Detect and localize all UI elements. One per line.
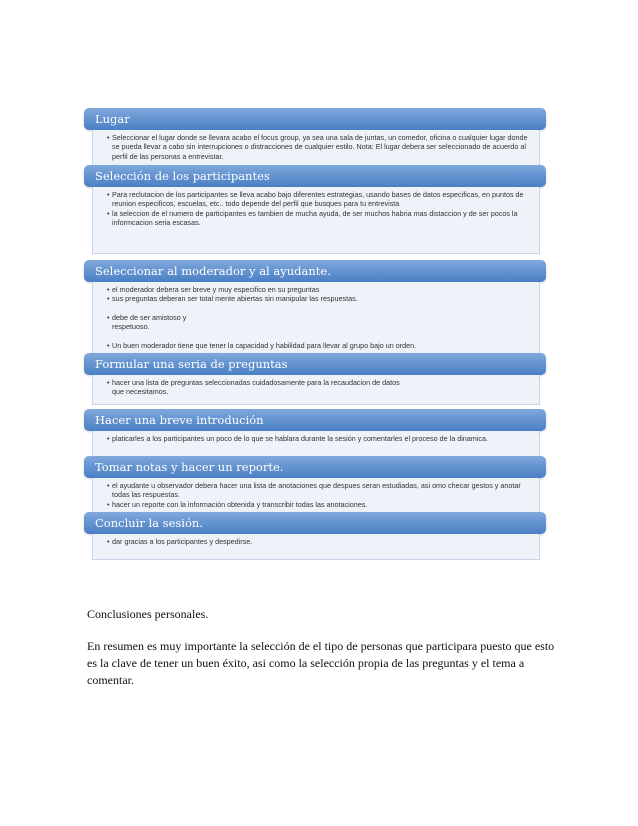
section-preguntas xyxy=(84,353,546,405)
section-body xyxy=(92,375,540,405)
section-body xyxy=(92,431,540,459)
list-item: • Para reclutacion de los participantes se lleva acabo bajo diferentes estrategias, usando bases de datos especificas, en puntos de reunion especificos, escuelas, etc.. todo depende del perfil que busques para tu entrevista xyxy=(107,190,533,209)
conclusions-text: En resumen es muy importante la selección de el tipo de personas que participara puesto que esto es la clave de tener un buen éxito, asi como la selección propia de las preguntas y el tema a comentar. xyxy=(87,639,555,687)
section-header: Hacer una breve introdución xyxy=(84,409,546,431)
spacer xyxy=(107,332,533,341)
list-item: • el ayudante u observador debera hacer una lista de anotaciones que despues seran estudiadas, asi omo checar gestos y anotar todas las respuestas. xyxy=(107,481,533,500)
section-participantes xyxy=(84,165,546,254)
section-header: Lugar xyxy=(84,108,546,130)
section-header: Seleccionar al moderador y al ayudante. xyxy=(84,260,546,282)
section-header: Tomar notas y hacer un reporte. xyxy=(84,456,546,478)
section-header: Selección de los participantes xyxy=(84,165,546,187)
section-notas xyxy=(84,456,546,515)
list-item: • sus preguntas deberan ser total mente abiertas sin manipular las respuestas. xyxy=(107,294,533,303)
section-body xyxy=(92,282,540,357)
conclusions-title: Conclusiones personales. xyxy=(87,607,209,621)
section-header: Formular una seria de preguntas xyxy=(84,353,546,375)
section-concluir xyxy=(84,512,546,560)
list-item: • hacer una lista de preguntas seleccionadas cuidadosamente para la recaudacion de datos que necesitamos. xyxy=(107,378,412,397)
process-diagram xyxy=(84,108,546,560)
section-body xyxy=(92,130,540,168)
conclusions xyxy=(87,606,557,689)
list-item: • el moderador debera ser breve y muy especifico en su preguntas xyxy=(107,285,533,294)
list-item: • dar gracias a los participantes y despedirse. xyxy=(107,537,533,546)
list-item: • debe de ser amistoso y respetuoso. xyxy=(107,313,222,332)
list-item: • hacer un reporte con la información obtenida y transcribir todas las anotaciones. xyxy=(107,500,533,509)
section-introduccion xyxy=(84,409,546,459)
section-moderador xyxy=(84,260,546,357)
section-header: Concluir la sesión. xyxy=(84,512,546,534)
section-lugar xyxy=(84,108,546,168)
section-body xyxy=(92,187,540,254)
section-body xyxy=(92,534,540,560)
list-item: • la seleccion de el numero de participantes es tambien de mucha ayuda, de ser muchos habria mas distaccion y de ser pocos la informcacion seria escasas. xyxy=(107,209,533,228)
list-item: • platicarles a los participantes un poco de lo que se hablara durante la sesión y comentarles el proceso de la dinamica. xyxy=(107,434,533,443)
spacer xyxy=(107,304,533,313)
section-body xyxy=(92,478,540,515)
list-item: • Un buen moderador tiene que tener la capacidad y habilidad para llevar al grupo bajo un orden. xyxy=(107,341,533,350)
list-item: • Seleccionar el lugar donde se llevara acabo el focus group, ya sea una sala de juntas, un comedor, oficina o cualquier lugar donde se pueda llevar a cabo sin interrupciones o distracciones de cualquier estilo. Nota: El lugar debera ser seleccionado de acuerdo al perfil de las personas a entrevistar. xyxy=(107,133,533,161)
